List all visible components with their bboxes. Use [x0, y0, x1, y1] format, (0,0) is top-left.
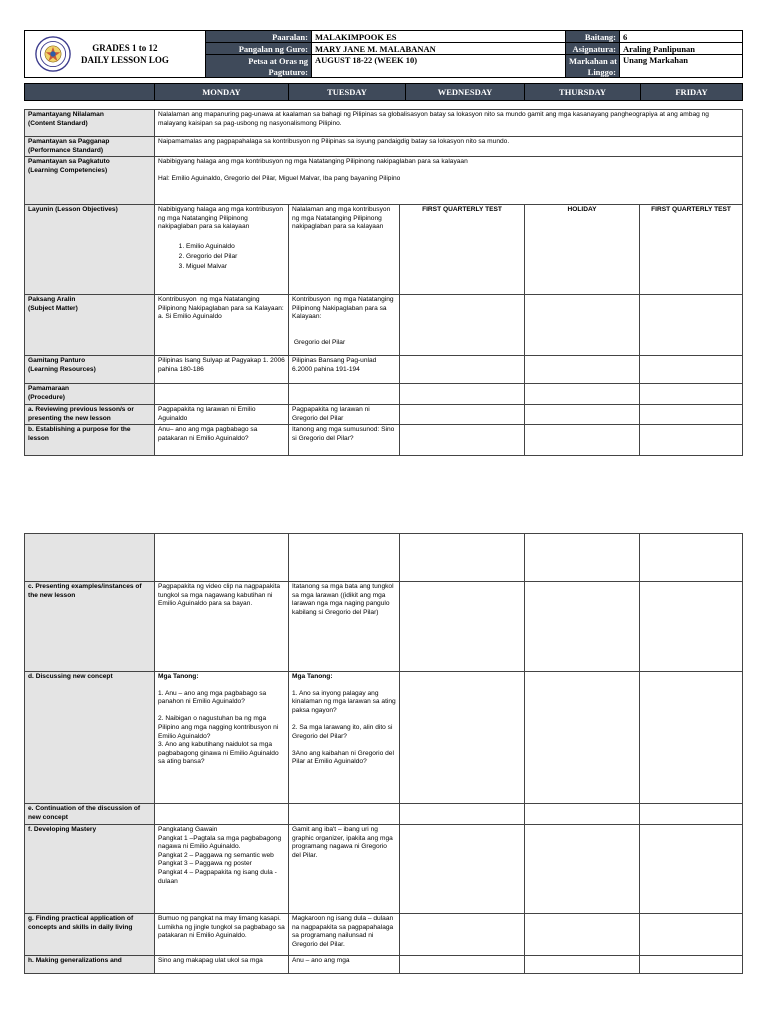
subject-label: Asignatura:	[566, 43, 620, 55]
purpose-wednesday	[400, 425, 525, 456]
list-item: 3. Miguel Malvar	[186, 262, 285, 272]
review-tuesday: Pagpapakita ng larawan ni Gregorio del Pilar	[289, 405, 400, 425]
discussing-monday	[155, 672, 289, 804]
application-monday: Bumuo ng pangkat na may limang kasapi. Lumikha ng jingle tungkol sa pagbabago sa patakaran ni Emilio Aguinaldo.	[155, 914, 289, 956]
purpose-thursday	[525, 425, 640, 456]
purpose-label: b. Establishing a purpose for the lesson	[25, 425, 155, 456]
application-label: g. Finding practical application of concepts and skills in daily living	[25, 914, 155, 956]
resources-wednesday	[400, 356, 525, 384]
discussing-monday-questions: 1. Anu – ano ang mga pagbabago sa panahon ni Emilio Aguinaldo? 2. Naibigan o nagustuhan ba ng mga Pilipino ang mga nagging kontribusyon ni Emilio Aguinaldo? 3. Ano ang kabutihang naidulot sa mga pagbabagong ginawa ni Emilio Aguinaldo sa ating bansa?	[158, 689, 279, 766]
quarter-label-2: Linggo:	[566, 66, 620, 78]
generalization-wednesday	[400, 956, 525, 974]
blank-friday	[640, 534, 743, 582]
resources-friday	[640, 356, 743, 384]
discussing-label: d. Discussing new concept	[25, 672, 155, 804]
discussing-tuesday	[289, 672, 400, 804]
objectives-friday: FIRST QUARTERLY TEST	[640, 205, 743, 295]
subject-value: Araling Panlipunan	[620, 43, 743, 55]
competencies-line1: Nabibigyang halaga ang mga kontribusyon ng mga Natatanging Pilipinong nakipaglaban para sa kalayaan	[158, 158, 468, 166]
presenting-label: c. Presenting examples/instances of the new lesson	[25, 582, 155, 672]
title-line2: DAILY LESSON LOG	[81, 55, 169, 65]
header-table	[24, 30, 743, 78]
mastery-label: f. Developing Mastery	[25, 825, 155, 914]
blank-label	[25, 534, 155, 582]
resources-monday: Pilipinas Isang Sulyap at Pagyakap 1. 2006 pahina 180-186	[155, 356, 289, 384]
application-friday	[640, 914, 743, 956]
subject-matter-tuesday: Kontribusyon ng mga Natatanging Pilipinong Nakipaglaban para sa Kalayaan: Gregorio del Pilar	[289, 295, 400, 356]
quarter-label: Markahan at	[566, 55, 620, 67]
purpose-friday	[640, 425, 743, 456]
generalization-thursday	[525, 956, 640, 974]
review-monday: Pagpapakita ng larawan ni Emilio Aguinaldo	[155, 405, 289, 425]
application-wednesday	[400, 914, 525, 956]
subject-matter-monday: Kontribusyon ng mga Natatanging Pilipinong Nakipaglaban para sa Kalayaan: a. Si Emilio Aguinaldo	[155, 295, 289, 356]
objectives-tuesday: Nalalaman ang mga kontribusyon ng mga Natatanging Pilipinong nakipaglaban para sa kalayaan	[289, 205, 400, 295]
performance-standard-text: Naipamamalas ang pagpapahalaga sa kontribusyon ng Pilipinas sa isyung pandaigdig batay sa lokasyon nito sa mundo.	[155, 137, 743, 157]
review-label: a. Reviewing previous lesson/s or presenting the new lesson	[25, 405, 155, 425]
day-tuesday: TUESDAY	[289, 84, 406, 101]
objectives-wednesday: FIRST QUARTERLY TEST	[400, 205, 525, 295]
lesson-grid-page2	[24, 533, 743, 974]
subject-matter-wednesday	[400, 295, 525, 356]
objectives-thursday: HOLIDAY	[525, 205, 640, 295]
list-item: 2. Gregorio del Pilar	[186, 252, 285, 262]
school-value: MALAKIMPOOK ES	[312, 31, 566, 43]
deped-seal-icon	[35, 36, 71, 72]
mastery-monday: Pangkatang Gawain Pangkat 1 –Pagtala sa mga pagbabagong nagawa ni Emilio Aguinaldo. Pangkat 2 – Paggawa ng semantic web Pangkat 3 – Paggawa ng poster Pangkat 4 – Pagpapakita ng isang dula - dulaan	[155, 825, 289, 914]
discussing-tuesday-questions: 1. Ano sa inyong palagay ang kinalaman ng mga larawan sa ating paksa ngayon? 2. Sa mga larawang ito, alin dito si Gregorio del Pilar? 3Ano ang kaibahan ni Gregorio del Pilar at Emilio Aguinaldo?	[292, 689, 396, 766]
presenting-wednesday	[400, 582, 525, 672]
quarter-value: Unang Markahan	[620, 55, 743, 78]
continuation-tuesday	[289, 804, 400, 825]
application-thursday	[525, 914, 640, 956]
teacher-value: MARY JANE M. MALABANAN	[312, 43, 566, 55]
purpose-tuesday: Itanong ang mga sumusunod: Sino si Gregorio del Pilar?	[289, 425, 400, 456]
continuation-wednesday	[400, 804, 525, 825]
generalization-tuesday: Anu – ano ang mga	[289, 956, 400, 974]
mastery-thursday	[525, 825, 640, 914]
discussing-monday-head: Mga Tanong:	[158, 673, 199, 680]
list-item: 1. Emilio Aguinaldo	[186, 242, 285, 252]
blank-thursday	[525, 534, 640, 582]
procedure-thursday	[525, 384, 640, 405]
date-value: AUGUST 18-22 (WEEK 10)	[312, 55, 566, 78]
generalization-friday	[640, 956, 743, 974]
mastery-tuesday: Gamit ang iba't – ibang uri ng graphic organizer, ipakita ang mga programang nagawa ni Gregorio del Pilar.	[289, 825, 400, 914]
generalization-label: h. Making generalizations and	[25, 956, 155, 974]
title-line1: GRADES 1 to 12	[92, 43, 158, 53]
performance-standard-label: Pamantayan sa Pagganap (Performance Standard)	[25, 137, 155, 157]
presenting-monday: Pagpapakita ng video clip na nagpapakita tungkol sa mga nagawang kabutihan ni Emilio Aguinaldo para sa bayan.	[155, 582, 289, 672]
objectives-label: Layunin (Lesson Objectives)	[25, 205, 155, 295]
mastery-friday	[640, 825, 743, 914]
continuation-label: e. Continuation of the discussion of new concept	[25, 804, 155, 825]
subject-matter-thursday	[525, 295, 640, 356]
presenting-thursday	[525, 582, 640, 672]
objectives-list	[158, 242, 285, 272]
blank-tuesday	[289, 534, 400, 582]
continuation-monday	[155, 804, 289, 825]
generalization-monday: Sino ang makapag ulat ukol sa mga	[155, 956, 289, 974]
procedure-wednesday	[400, 384, 525, 405]
day-header-blank	[25, 84, 155, 101]
grade-value: 6	[620, 31, 743, 43]
day-wednesday: WEDNESDAY	[406, 84, 525, 101]
discussing-friday	[640, 672, 743, 804]
teacher-label: Pangalan ng Guro:	[206, 43, 312, 55]
logo-cell	[25, 31, 206, 78]
day-header	[24, 83, 743, 101]
day-monday: MONDAY	[155, 84, 289, 101]
review-thursday	[525, 405, 640, 425]
day-friday: FRIDAY	[641, 84, 743, 101]
review-wednesday	[400, 405, 525, 425]
procedure-friday	[640, 384, 743, 405]
objectives-monday-intro: Nabibigyang halaga ang mga kontribusyon ng mga Natatanging Pilipinong nakipaglaban para sa kalayaan	[158, 206, 284, 231]
discussing-thursday	[525, 672, 640, 804]
content-standard-text: Nalalaman ang mapanuring pag-unawa at kaalaman sa bahagi ng Pilipinas sa globalisasyon batay sa lokasyon nito sa mundo gamit ang mga kasanayang pangheograpiya at ang ambag ng malayang kaisipan sa pag-usbong ng nasyonalismong Pilipino.	[155, 110, 743, 137]
school-label: Paaralan:	[206, 31, 312, 43]
subject-matter-friday	[640, 295, 743, 356]
presenting-friday	[640, 582, 743, 672]
content-standard-label: Pamantayang Nilalaman (Content Standard)	[25, 110, 155, 137]
continuation-friday	[640, 804, 743, 825]
procedure-label: Pamamaraan (Procedure)	[25, 384, 155, 405]
log-title	[81, 42, 169, 66]
review-friday	[640, 405, 743, 425]
competencies-text	[155, 157, 743, 205]
lesson-grid-page1	[24, 109, 743, 456]
discussing-wednesday	[400, 672, 525, 804]
subject-matter-label: Paksang Aralin (Subject Matter)	[25, 295, 155, 356]
purpose-monday: Anu– ano ang mga pagbabago sa patakaran ni Emilio Aguinaldo?	[155, 425, 289, 456]
resources-thursday	[525, 356, 640, 384]
competencies-line2: Hal: Emilio Aguinaldo, Gregorio del Pilar, Miguel Malvar, Iba pang bayaning Pilipino	[158, 174, 401, 182]
application-tuesday: Magkaroon ng isang dula – dulaan na nagpapakita sa pagpapahalaga sa programang nailunsad ni Gregorio del Pilar.	[289, 914, 400, 956]
day-thursday: THURSDAY	[525, 84, 641, 101]
grade-label: Baitang:	[566, 31, 620, 43]
resources-label: Gamitang Panturo (Learning Resources)	[25, 356, 155, 384]
date-label: Petsa at Oras ng	[206, 55, 312, 67]
blank-wednesday	[400, 534, 525, 582]
mastery-wednesday	[400, 825, 525, 914]
blank-monday	[155, 534, 289, 582]
continuation-thursday	[525, 804, 640, 825]
presenting-tuesday: Itatanong sa mga bata ang tungkol sa mga larawan ((idikit ang mga larawan nga mga naging pangulo kabilang si Gregorio del Pilar)	[289, 582, 400, 672]
procedure-monday	[155, 384, 289, 405]
procedure-tuesday	[289, 384, 400, 405]
objectives-monday	[155, 205, 289, 295]
resources-tuesday: Pilipinas Bansang Pag-unlad 6.2000 pahina 191-194	[289, 356, 400, 384]
discussing-tuesday-head: Mga Tanong:	[292, 673, 333, 680]
date-label-2: Pagtuturo:	[206, 66, 312, 78]
competencies-label: Pamantayan sa Pagkatuto (Learning Competencies)	[25, 157, 155, 205]
